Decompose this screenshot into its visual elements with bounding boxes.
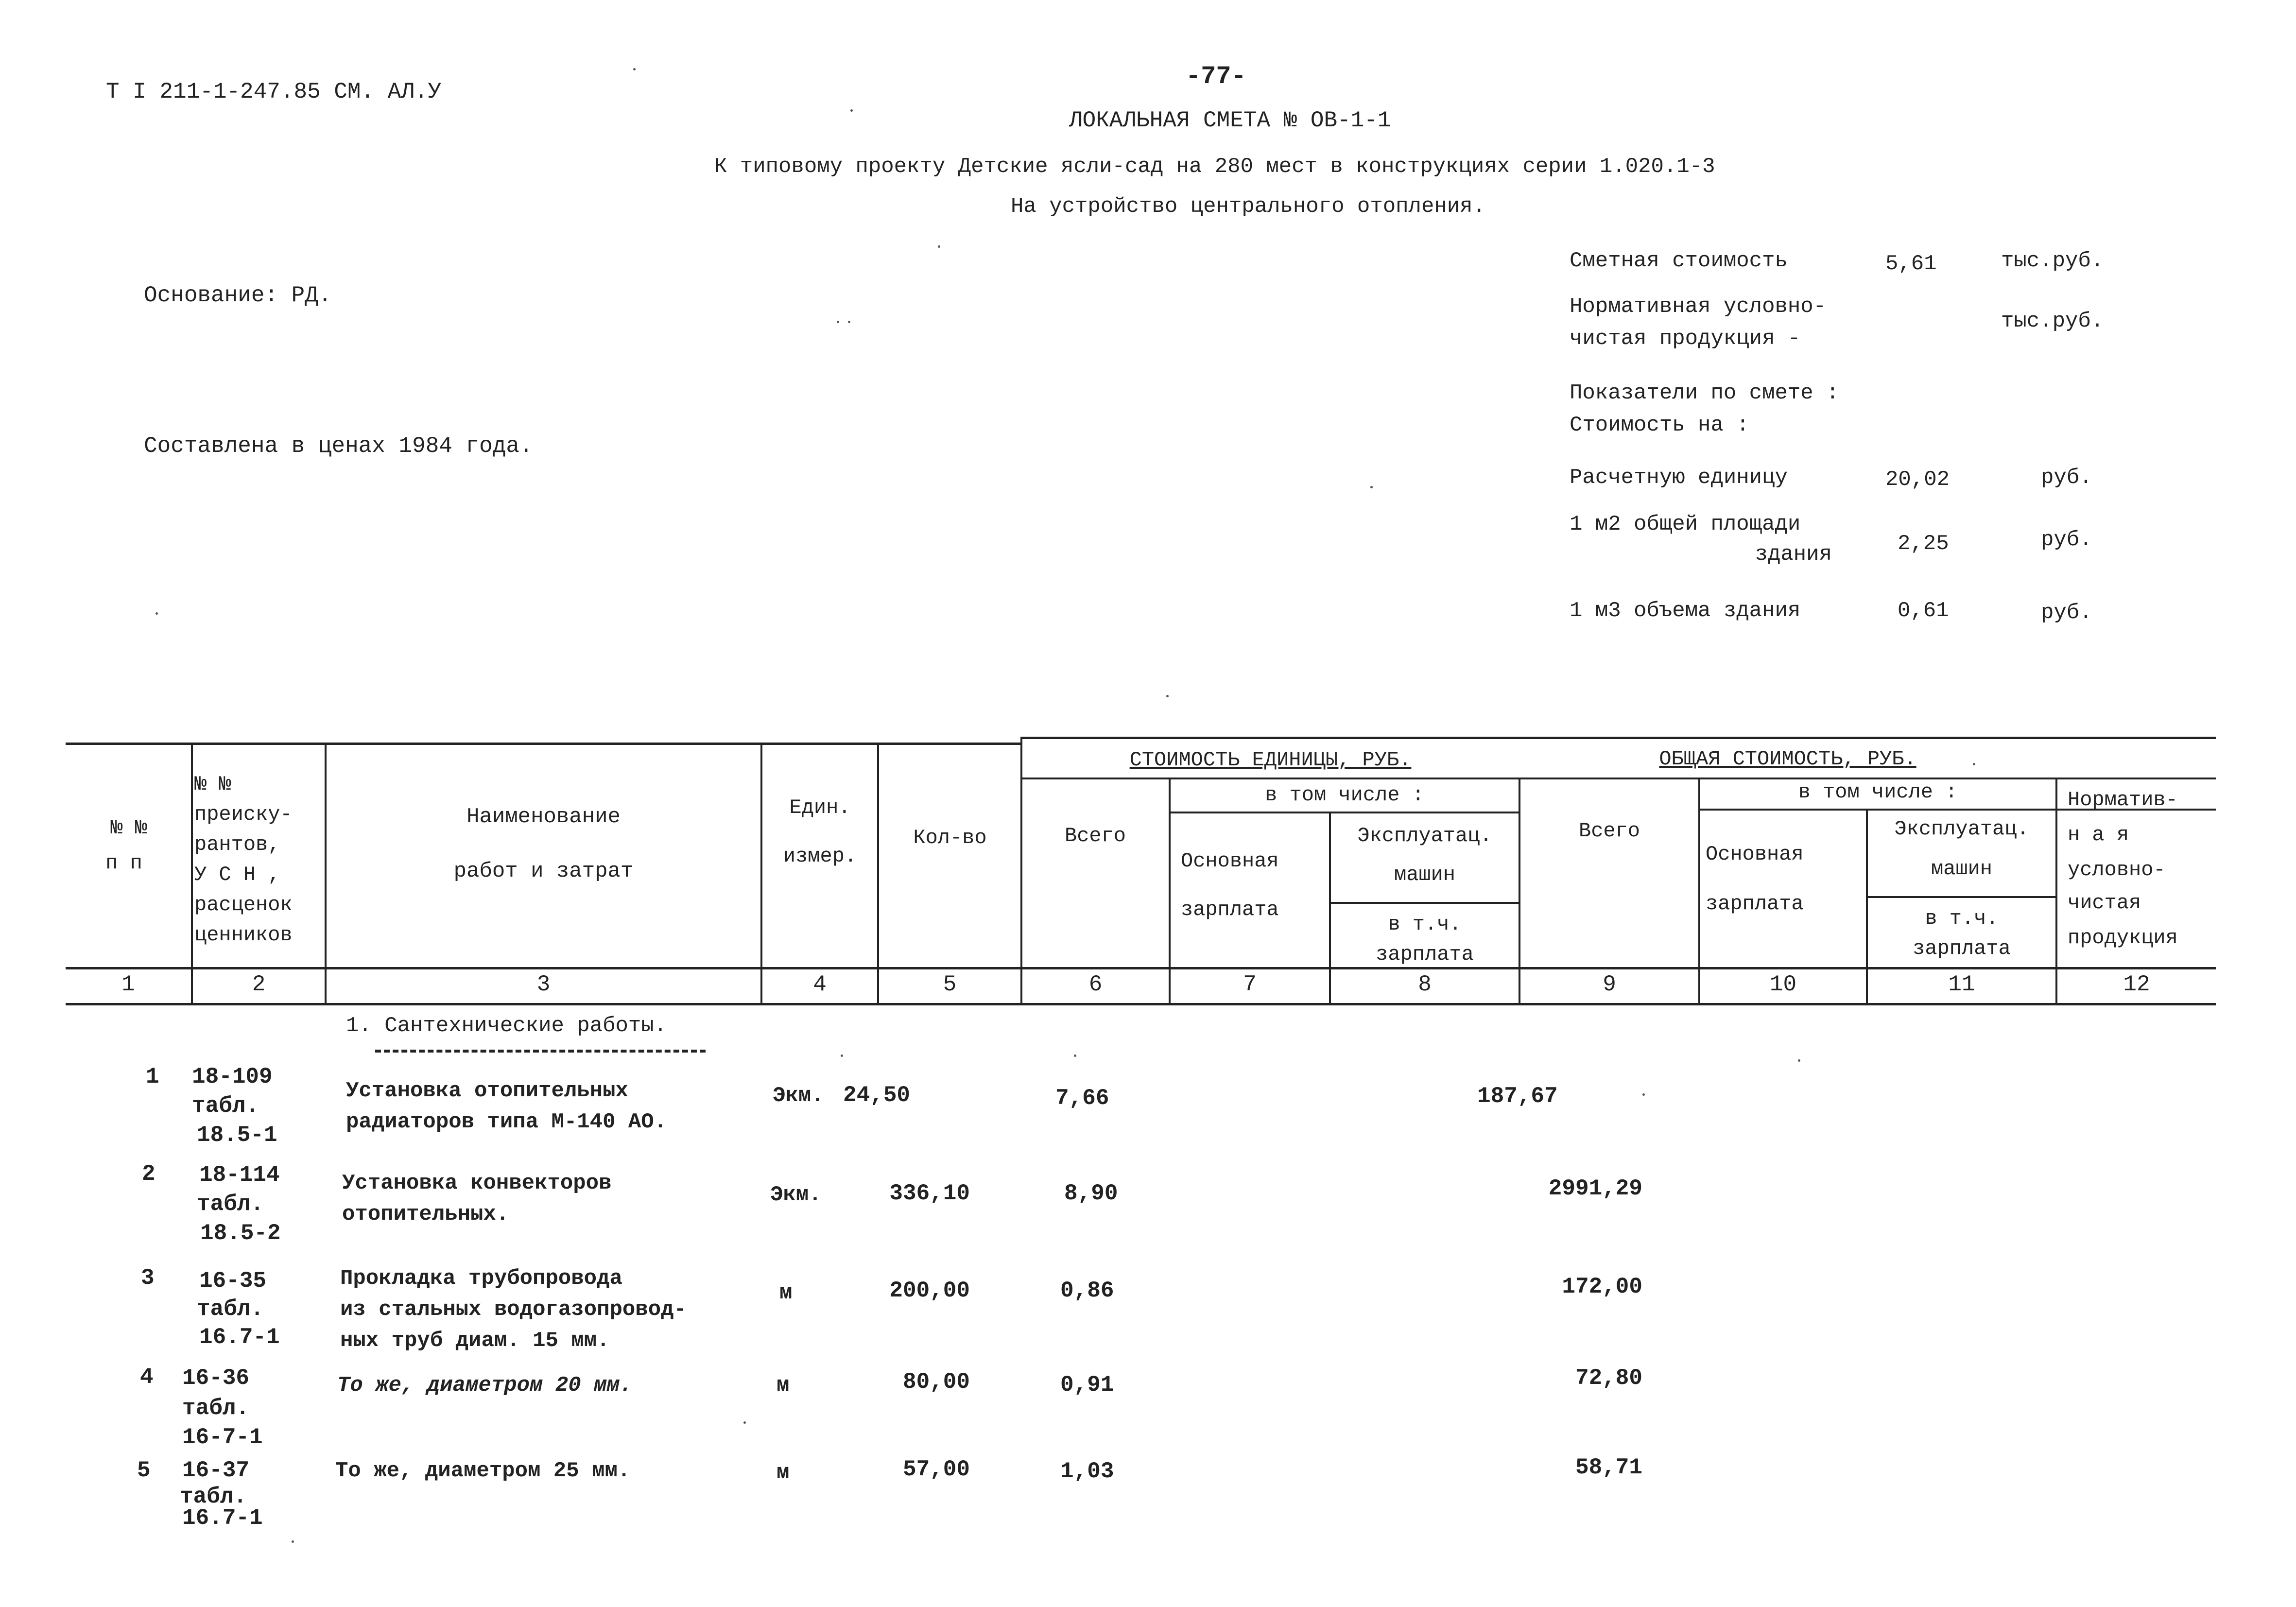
row-unit-price: 1,03	[1060, 1459, 1114, 1484]
area-cost-currency: руб.	[2041, 528, 2092, 552]
row-unit: м	[777, 1461, 790, 1485]
estimated-cost-label: Сметная стоимость	[1570, 249, 1788, 273]
col12-header-line5: продукция	[2068, 926, 2178, 950]
row-unit-price: 8,90	[1064, 1181, 1118, 1206]
area-cost-label-line2: здания	[1755, 542, 1832, 567]
row-quantity: 200,00	[889, 1278, 970, 1303]
row-code-line1: 16-37	[182, 1458, 250, 1483]
prices-text: Составлена в ценах 1984 года.	[144, 433, 533, 459]
unit-incl-salary-line2: зарплата	[1376, 943, 1474, 966]
row-unit: м	[779, 1281, 793, 1305]
row-code-line1: 16-36	[182, 1365, 250, 1391]
column-number: 3	[536, 972, 551, 997]
total-basic-header-line2: зарплата	[1706, 892, 1804, 916]
row-name-line3: ных труб диам. 15 мм.	[340, 1329, 610, 1353]
row-name-line2: радиаторов типа М-140 АО.	[346, 1110, 667, 1134]
row-number: 5	[137, 1458, 151, 1483]
row-unit-price: 0,91	[1060, 1372, 1114, 1398]
page-number: -77-	[1186, 62, 1246, 91]
col2-header-line5: расценок	[194, 893, 293, 916]
estimated-cost-unit: тыс.руб.	[2001, 249, 2104, 273]
total-machines-header-line1: Эксплуатац.	[1894, 817, 2029, 841]
col12-header-line2: н а я	[2068, 823, 2129, 847]
column-number: 6	[1088, 972, 1103, 997]
column-number: 11	[1948, 972, 1975, 997]
row-total-cost: 172,00	[1562, 1274, 1642, 1299]
row-number: 2	[142, 1161, 155, 1187]
row-number: 4	[140, 1365, 154, 1390]
cost-per-label: Стоимость на :	[1570, 413, 1749, 437]
col5-header: Кол-во	[913, 826, 987, 849]
col2-header-line1: № №	[194, 773, 231, 796]
unit-total-header: Всего	[1064, 824, 1126, 847]
row-code-line3: 16-7-1	[182, 1425, 263, 1450]
area-cost-label-line1: 1 м2 общей площади	[1570, 512, 1801, 536]
row-unit: Экм.	[770, 1183, 822, 1207]
total-machines-header-line2: машин	[1931, 857, 1993, 881]
unit-machines-header-line1: Эксплуатац.	[1357, 824, 1492, 847]
total-incl-salary-line1: в т.ч.	[1925, 907, 1999, 930]
row-quantity: 336,10	[889, 1181, 970, 1206]
normative-label-line1: Нормативная условно-	[1570, 294, 1827, 319]
total-incl-salary-line2: зарплата	[1913, 937, 2011, 960]
normative-unit: тыс.руб.	[2001, 309, 2104, 333]
row-code-line3: 18.5-1	[197, 1123, 277, 1148]
row-unit-price: 7,66	[1055, 1086, 1109, 1111]
row-code-line1: 16-35	[199, 1268, 267, 1294]
unit-incl-header: в том числе :	[1265, 783, 1424, 807]
row-code-line2: табл.	[192, 1093, 259, 1119]
unit-cost-currency: руб.	[2041, 466, 2092, 490]
row-total-cost: 2991,29	[1548, 1176, 1642, 1201]
document-subtitle: К типовому проекту Детские ясли-сад на 280 мест в конструкциях серии 1.020.1-3	[714, 155, 1715, 179]
col3-header-line2: работ и затрат	[453, 859, 634, 883]
document-title: ЛОКАЛЬНАЯ СМЕТА № ОВ-1-1	[1069, 108, 1391, 133]
volume-cost-currency: руб.	[2041, 601, 2092, 625]
total-total-header: Всего	[1578, 819, 1640, 843]
column-number: 4	[813, 972, 827, 997]
unit-cost-label: Расчетную единицу	[1570, 466, 1788, 490]
row-code-line3: 16.7-1	[199, 1325, 280, 1350]
col2-header-line4: У С Н ,	[194, 863, 280, 886]
row-quantity: 57,00	[902, 1457, 970, 1482]
unit-incl-salary-line1: в т.ч.	[1388, 913, 1462, 936]
column-number: 2	[252, 972, 266, 997]
row-number: 1	[146, 1064, 159, 1089]
row-name-line2: отопительных.	[342, 1202, 509, 1227]
row-unit: Экм.	[773, 1084, 824, 1108]
area-cost-value: 2,25	[1898, 532, 1949, 556]
volume-cost-value: 0,61	[1898, 599, 1949, 623]
col3-header-line1: Наименование	[466, 805, 621, 829]
row-name-line1: То же, диаметром 20 мм.	[337, 1373, 633, 1398]
column-number: 1	[121, 972, 135, 997]
row-total-cost: 58,71	[1575, 1455, 1642, 1480]
section-title: 1. Сантехнические работы.	[346, 1014, 667, 1038]
row-code-line2: табл.	[182, 1396, 250, 1421]
col2-header-line6: ценников	[194, 923, 293, 947]
row-quantity: 80,00	[902, 1369, 970, 1395]
document-code: Т I 211-1-247.85 СМ. АЛ.У	[106, 79, 442, 104]
row-number: 3	[141, 1265, 155, 1291]
unit-cost-value: 20,02	[1885, 467, 1950, 492]
document-purpose: На устройство центрального отопления.	[1011, 194, 1485, 219]
row-code-line2: табл.	[180, 1484, 247, 1509]
row-unit: м	[777, 1373, 790, 1398]
col1-header-line2: п п	[105, 851, 142, 875]
unit-basic-header-line1: Основная	[1181, 849, 1279, 873]
row-name-line1: Прокладка трубопровода	[340, 1266, 622, 1291]
row-code-line3: 16.7-1	[182, 1505, 263, 1531]
volume-cost-label: 1 м3 объема здания	[1570, 599, 1801, 623]
row-unit-price: 0,86	[1060, 1278, 1114, 1303]
total-cost-group-header: ОБЩАЯ СТОИМОСТЬ, РУБ.	[1659, 747, 1916, 771]
basis-text: Основание: РД.	[144, 283, 332, 308]
row-code-line2: табл.	[197, 1296, 264, 1322]
total-incl-header: в том числе :	[1798, 780, 1958, 804]
col4-header-line2: измер.	[783, 845, 857, 868]
estimated-cost-value: 5,61	[1885, 252, 1937, 276]
column-number: 5	[943, 972, 957, 997]
col12-header-line1: Норматив-	[2068, 788, 2178, 812]
row-name-line2: из стальных водогазопровод-	[340, 1297, 687, 1322]
column-number: 10	[1769, 972, 1797, 997]
row-name-line1: Установка отопительных	[346, 1079, 628, 1103]
row-quantity: 24,50	[843, 1083, 911, 1108]
col12-header-line3: условно-	[2068, 858, 2166, 881]
col4-header-line1: Един.	[789, 796, 851, 819]
row-total-cost: 72,80	[1575, 1365, 1642, 1391]
row-name-line1: То же, диаметром 25 мм.	[335, 1459, 631, 1483]
column-number: 9	[1603, 972, 1616, 997]
row-code-line3: 18.5-2	[200, 1221, 281, 1246]
col2-header-line3: рантов,	[194, 833, 280, 856]
row-total-cost: 187,67	[1477, 1084, 1558, 1109]
total-basic-header-line1: Основная	[1706, 843, 1804, 866]
row-code-line1: 18-109	[192, 1064, 273, 1089]
unit-machines-header-line2: машин	[1394, 863, 1456, 886]
row-code-line2: табл.	[197, 1192, 264, 1217]
row-code-line1: 18-114	[199, 1162, 280, 1188]
column-number: 7	[1243, 972, 1257, 997]
unit-basic-header-line2: зарплата	[1181, 898, 1279, 921]
col1-header-line1: № №	[110, 816, 147, 840]
unit-cost-group-header: СТОИМОСТЬ ЕДИНИЦЫ, РУБ.	[1129, 748, 1412, 772]
normative-label-line2: чистая продукция -	[1570, 327, 1801, 351]
col12-header-line4: чистая	[2068, 891, 2141, 915]
row-name-line1: Установка конвекторов	[342, 1171, 612, 1195]
section-title-underline	[375, 1050, 706, 1053]
column-number: 8	[1418, 972, 1432, 997]
col2-header-line2: преиску-	[194, 803, 293, 826]
column-number: 12	[2123, 972, 2150, 997]
indicators-label: Показатели по смете :	[1570, 381, 1839, 405]
